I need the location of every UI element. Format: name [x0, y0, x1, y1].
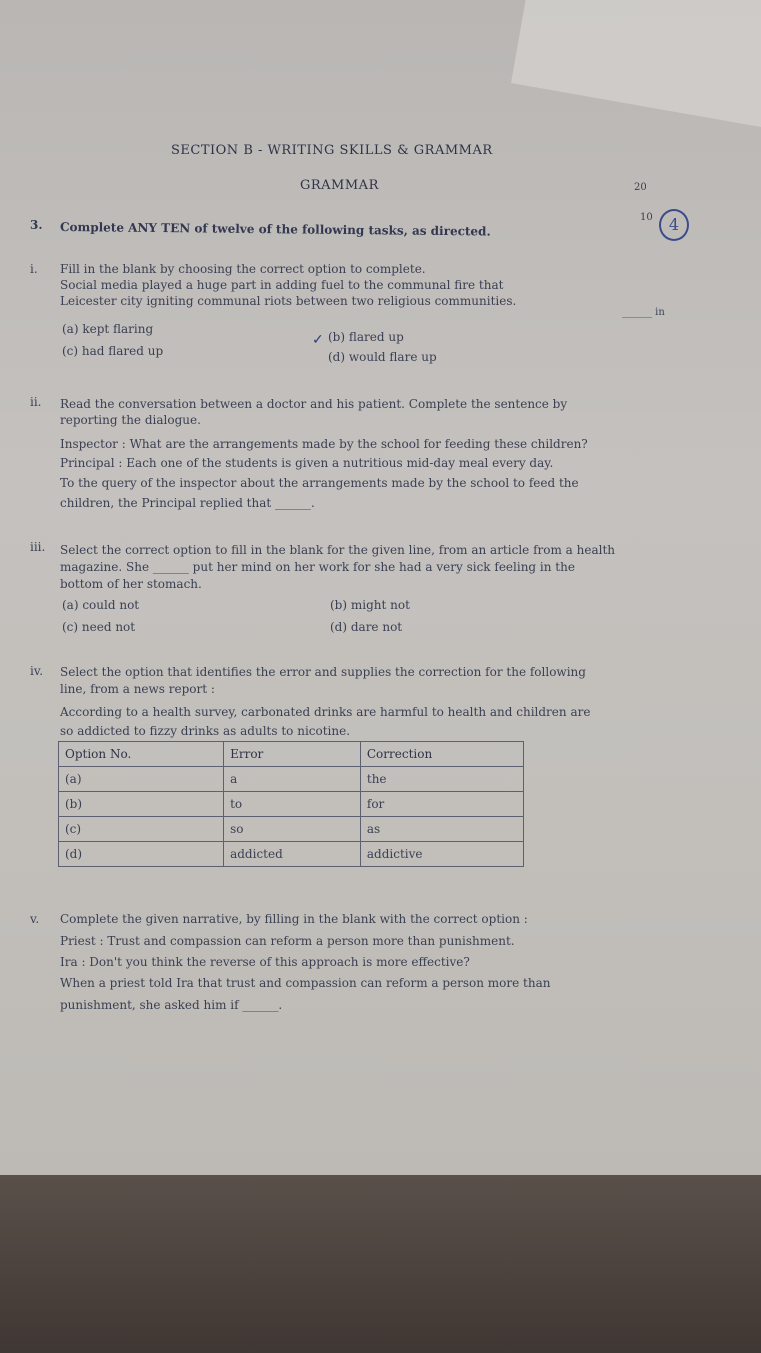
marks-section: 10: [640, 212, 653, 223]
marks-total: 20: [634, 182, 647, 193]
underlying-page-corner: [511, 0, 761, 135]
q3-line-2: magazine. She ______ put her mind on her work for she had a very sick feeling in the: [60, 560, 575, 574]
q4-number: iv.: [30, 664, 44, 678]
table-cell: addicted: [224, 842, 361, 867]
q1-line-1: Fill in the blank by choosing the correct option to complete.: [60, 262, 426, 276]
q2-line-6: children, the Principal replied that ______.: [60, 496, 315, 510]
q3-option-c: (c) need not: [62, 620, 136, 634]
table-cell: the: [360, 767, 523, 792]
grammar-subtitle: GRAMMAR: [300, 178, 379, 193]
table-row: [59, 792, 524, 817]
table-cell: for: [360, 792, 523, 817]
table-row: [59, 842, 524, 867]
table-header-option: Option No.: [59, 742, 224, 767]
q3-option-a: (a) could not: [62, 598, 140, 612]
q2-line-4: Principal : Each one of the students is given a nutritious mid-day meal every day.: [60, 456, 554, 470]
question-instruction: Complete ANY TEN of twelve of the following tasks, as directed.: [59, 220, 491, 239]
q4-line-3: According to a health survey, carbonated drinks are harmful to health and children are: [60, 705, 591, 719]
table-cell: addictive: [360, 842, 523, 867]
q3-option-d: (d) dare not: [330, 620, 403, 634]
answer-tick-mark: ✓: [312, 332, 324, 348]
q1-blank: ______ in: [622, 307, 665, 318]
q5-number: v.: [30, 912, 40, 926]
table-cell: (a): [59, 767, 224, 792]
q1-number: i.: [30, 262, 38, 276]
table-header-correction: Correction: [360, 742, 523, 767]
q5-line-1: Complete the given narrative, by filling in the blank with the correct option :: [60, 912, 528, 926]
background-surface: [0, 1175, 761, 1353]
q2-number: ii.: [30, 395, 42, 409]
table-cell: a: [224, 767, 361, 792]
table-cell: so: [224, 817, 361, 842]
q2-line-5: To the query of the inspector about the arrangements made by the school to feed the: [60, 476, 579, 490]
q5-line-4: When a priest told Ira that trust and compassion can reform a person more than: [60, 976, 551, 990]
q1-option-b: (b) flared up: [328, 330, 404, 344]
q3-line-3: bottom of her stomach.: [60, 577, 202, 591]
q4-line-1: Select the option that identifies the error and supplies the correction for the following: [60, 665, 586, 679]
table-cell: to: [224, 792, 361, 817]
table-row: [59, 767, 524, 792]
table-cell: as: [360, 817, 523, 842]
q1-option-d: (d) would flare up: [328, 350, 437, 364]
q1-line-3: Leicester city igniting communal riots between two religious communities.: [60, 294, 517, 308]
table-header-error: Error: [224, 742, 361, 767]
q5-line-2: Priest : Trust and compassion can reform a person more than punishment.: [60, 934, 515, 948]
table-cell: (c): [59, 817, 224, 842]
q5-line-5: punishment, she asked him if ______.: [60, 998, 283, 1012]
table-cell: (d): [59, 842, 224, 867]
q2-line-2: reporting the dialogue.: [60, 413, 201, 427]
q2-line-1: Read the conversation between a doctor and his patient. Complete the sentence by: [60, 397, 568, 411]
error-correction-table: [58, 741, 524, 867]
q4-line-2: line, from a news report :: [60, 682, 215, 696]
q1-option-a: (a) kept flaring: [62, 322, 154, 336]
section-title: SECTION B - WRITING SKILLS & GRAMMAR: [171, 143, 493, 158]
q2-line-3: Inspector : What are the arrangements made by the school for feeding these children?: [60, 437, 588, 451]
q3-number: iii.: [30, 540, 46, 554]
table-row: [59, 817, 524, 842]
table-header-row: [59, 742, 524, 767]
q3-option-b: (b) might not: [330, 598, 410, 612]
q5-line-3: Ira : Don't you think the reverse of this approach is more effective?: [60, 955, 470, 969]
table-cell: (b): [59, 792, 224, 817]
q1-line-2: Social media played a huge part in adding fuel to the communal fire that: [60, 278, 504, 292]
handwritten-score: 4: [659, 209, 689, 241]
q4-line-4: so addicted to fizzy drinks as adults to nicotine.: [60, 724, 351, 738]
question-number: 3.: [30, 218, 43, 232]
q3-line-1: Select the correct option to fill in the blank for the given line, from an article from a health: [60, 543, 616, 557]
q1-option-c: (c) had flared up: [62, 344, 164, 358]
